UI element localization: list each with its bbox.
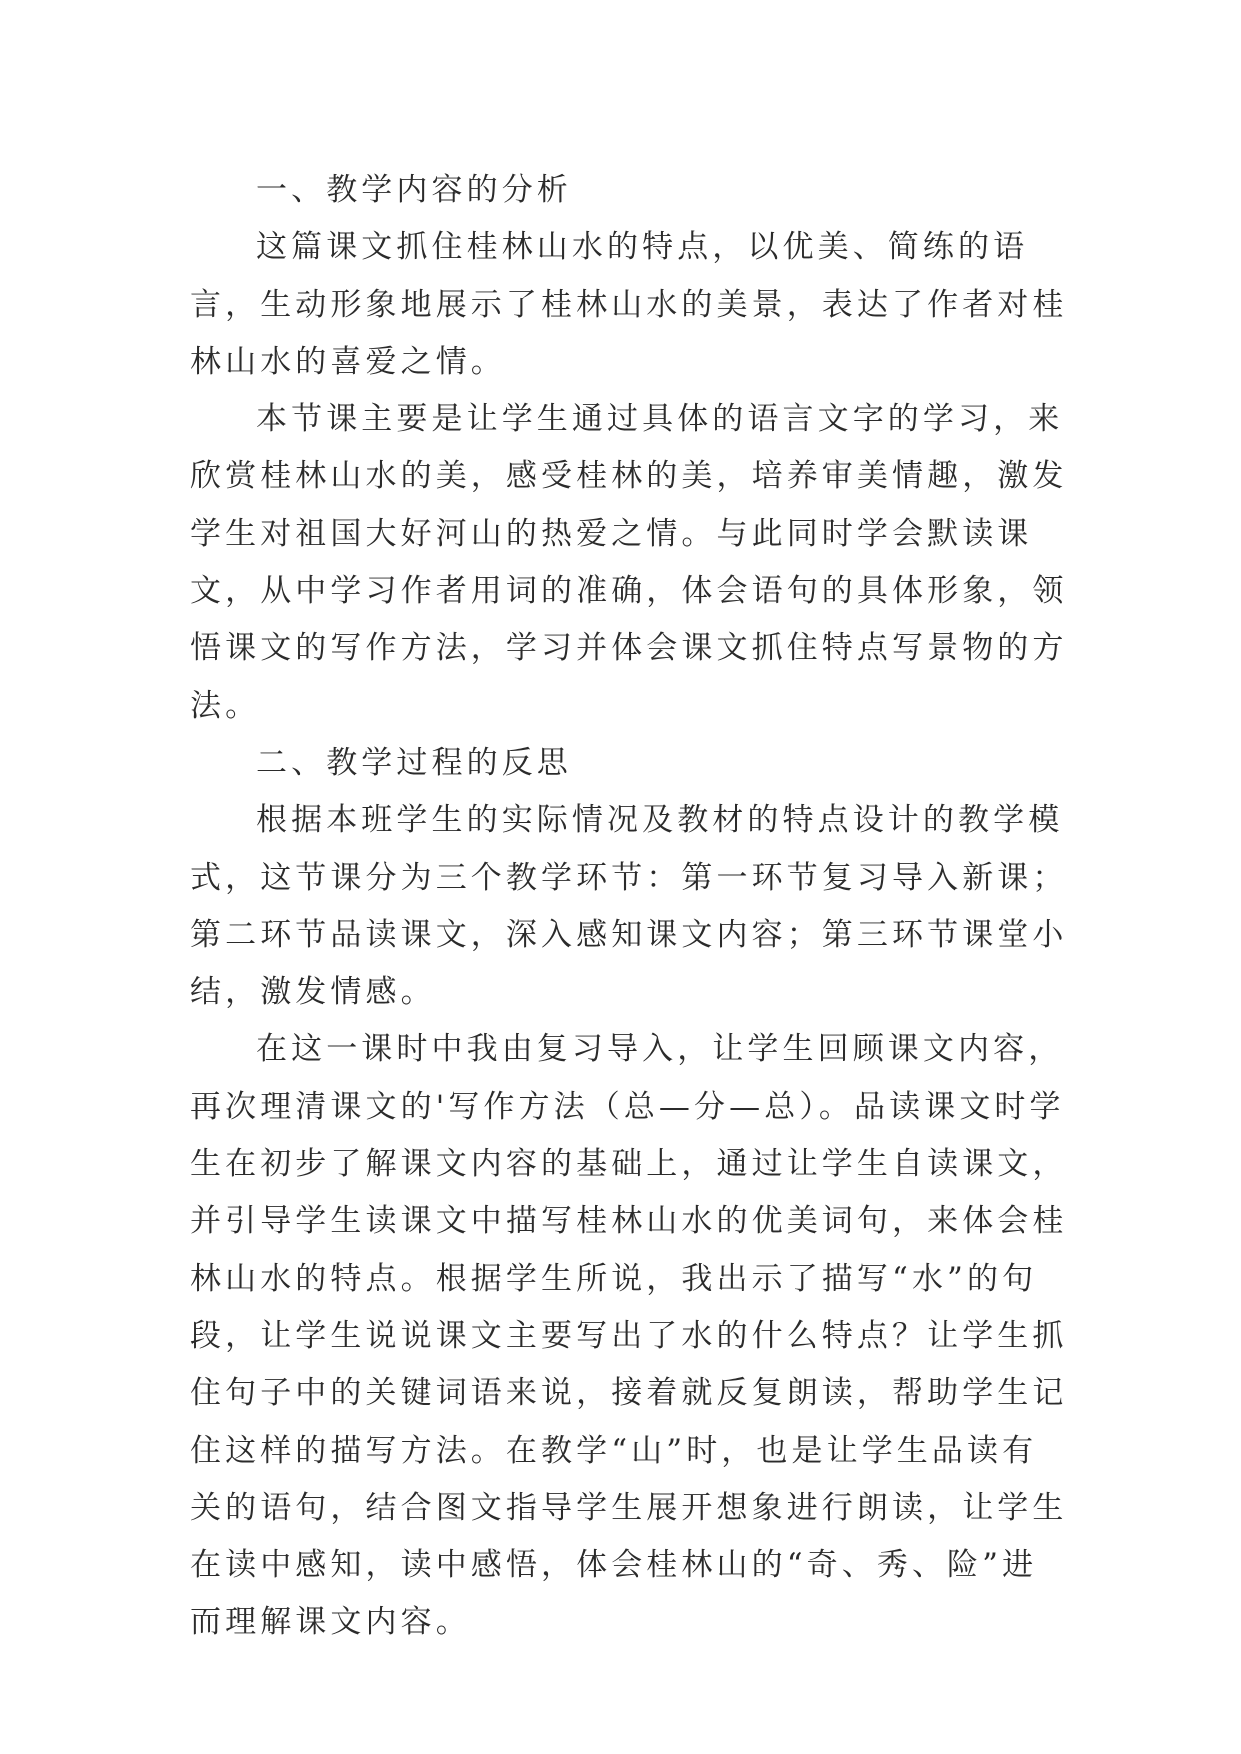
paragraph-lesson-details: 在这一课时中我由复习导入，让学生回顾课文内容，再次理清课文的'写作方法（总—分—总）。品读课文时学生在初步了解课文内容的基础上，通过让学生自读课文，并引导学生读课文中描写桂林山水的优美词句，来体会桂林山水的特点。根据学生所说，我出示了描写“水”的句段，让学生说说课文主要写出了水的什么特点？让学生抓住句子中的关键词语来说，接着就反复朗读，帮助学生记住这样的描写方法。在教学“山”时，也是让学生品读有关的语句，结合图文指导学生展开想象进行朗读，让学生在读中感知，读中感悟，体会桂林山的“奇、秀、险”进而理解课文内容。 bbox=[190, 1031, 1068, 1641]
paragraph-text-summary: 这篇课文抓住桂林山水的特点，以优美、简练的语言，生动形象地展示了桂林山水的美景，表达了作者对桂林山水的喜爱之情。 bbox=[190, 229, 1068, 380]
paragraph-lesson-goals: 本节课主要是让学生通过具体的语言文字的学习，来欣赏桂林山水的美，感受桂林的美，培养审美情趣，激发学生对祖国大好河山的热爱之情。与此同时学会默读课文，从中学习作者用词的准确，体会语句的具体形象，领悟课文的写作方法，学习并体会课文抓住特点写景物的方法。 bbox=[190, 401, 1068, 724]
section-heading-content-analysis: 一、教学内容的分析 bbox=[256, 172, 572, 208]
document-body bbox=[190, 162, 1070, 1652]
paragraph-teaching-stages: 根据本班学生的实际情况及教材的特点设计的教学模式，这节课分为三个教学环节：第一环节复习导入新课；第二环节品读课文，深入感知课文内容；第三环节课堂小结，激发情感。 bbox=[190, 802, 1068, 1011]
section-heading-process-reflection: 二、教学过程的反思 bbox=[256, 744, 572, 781]
